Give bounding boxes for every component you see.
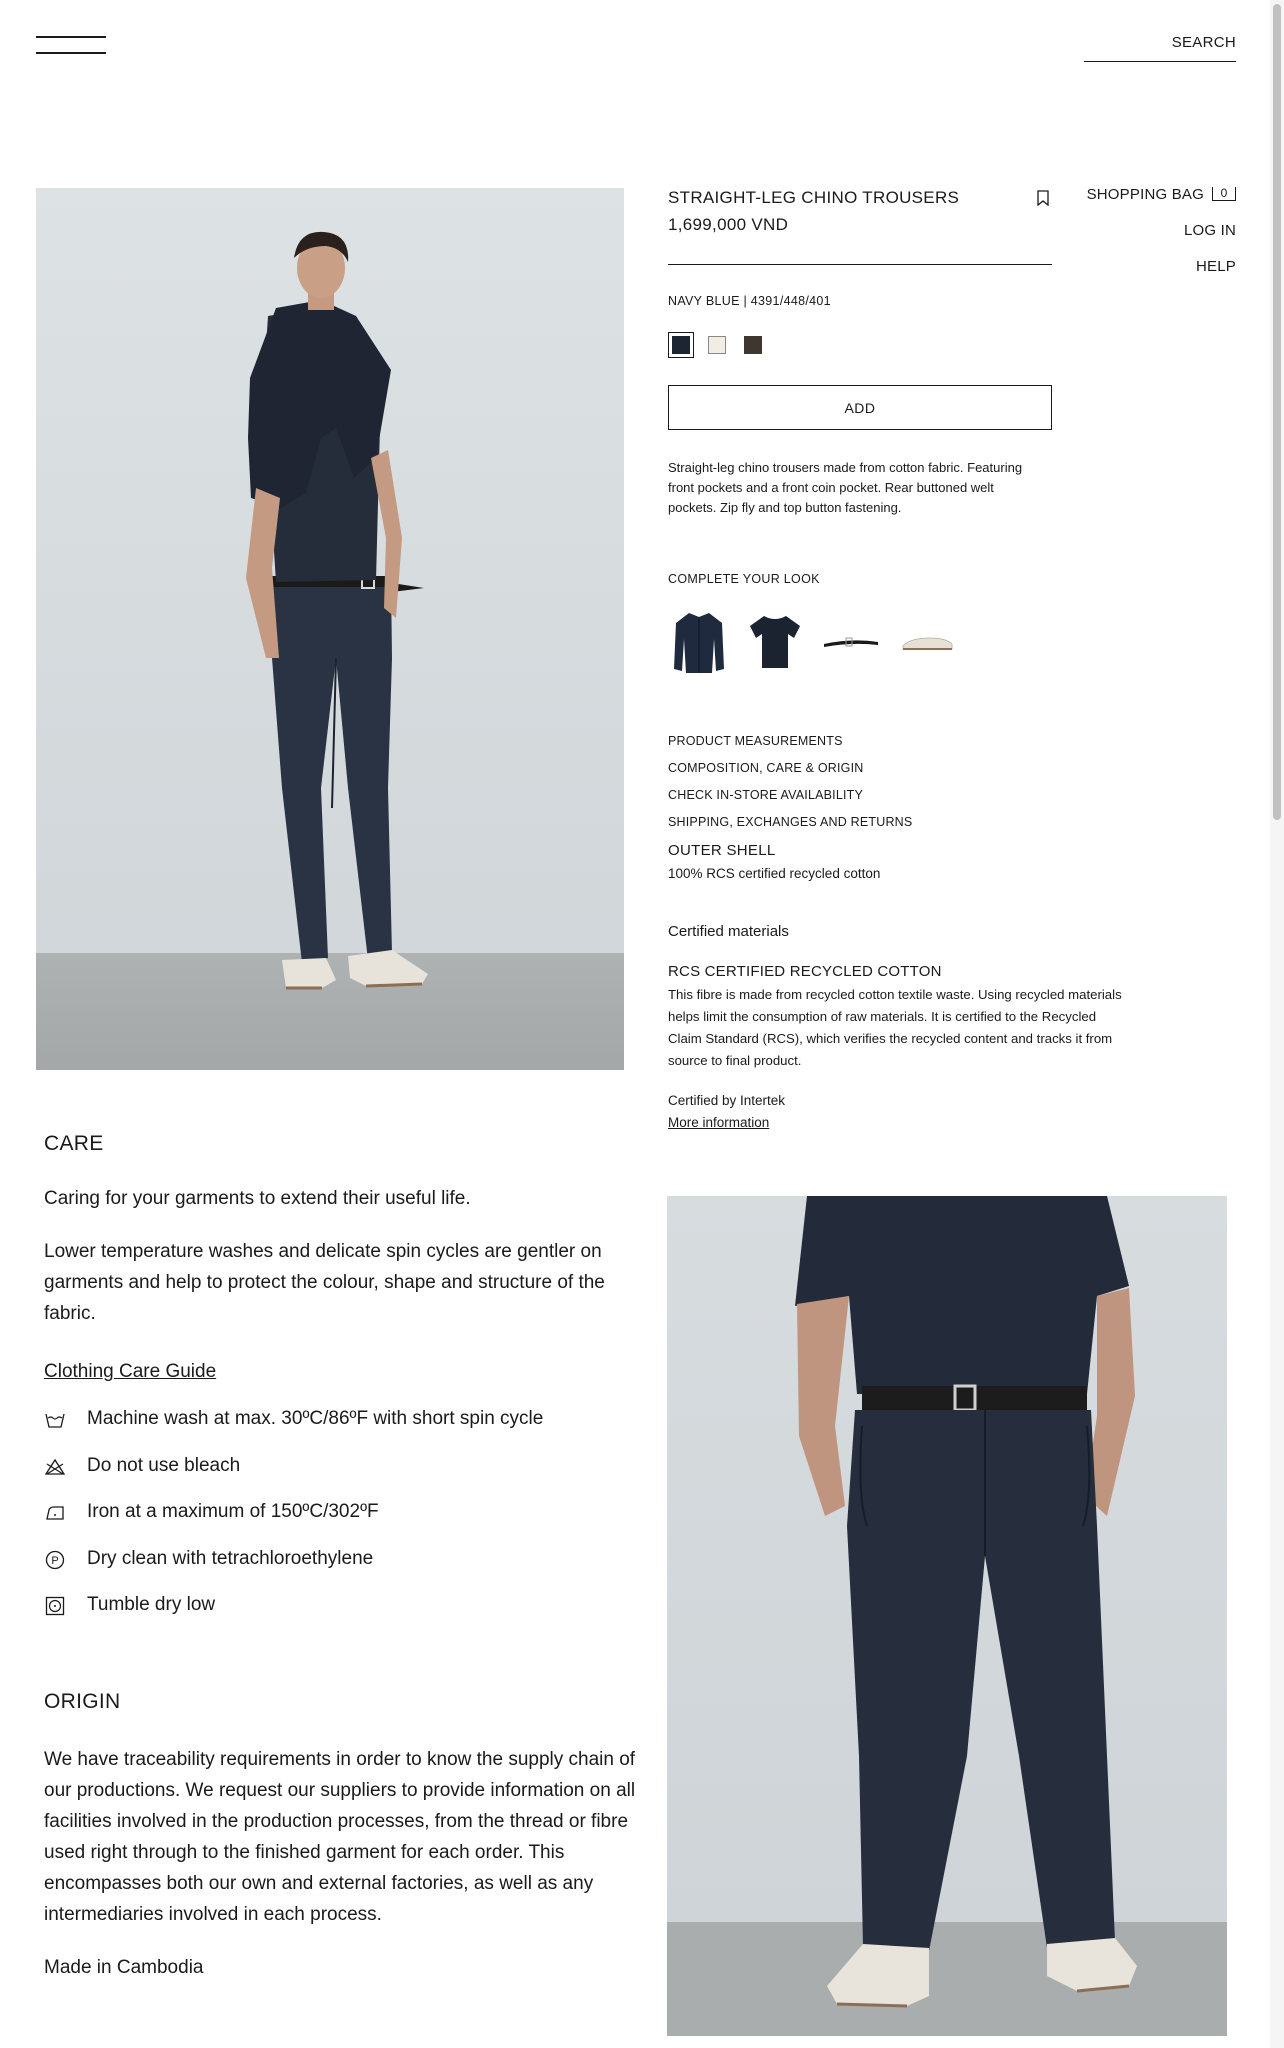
care-item xyxy=(44,1408,543,1455)
care-title: CARE xyxy=(44,1132,104,1155)
product-description: Straight-leg chino trousers made from cotton fabric. Featuring front pockets and a front coin pocket. Rear buttoned welt pockets. Zip fly and top button fastening. xyxy=(668,460,1023,515)
complete-look-title: COMPLETE YOUR LOOK xyxy=(668,572,820,586)
color-swatches xyxy=(668,332,766,358)
swatch-chip-brown xyxy=(744,336,762,354)
certified-materials-title: Certified materials xyxy=(668,923,789,940)
composition-care-origin-link[interactable]: COMPOSITION, CARE & ORIGIN xyxy=(668,761,864,775)
product-price: 1,699,000 VND xyxy=(668,215,789,234)
iron-icon xyxy=(44,1502,66,1524)
shopping-bag-link[interactable] xyxy=(1087,186,1236,222)
swatch-ecru[interactable] xyxy=(704,332,730,358)
outer-shell-value: 100% RCS certified recycled cotton xyxy=(668,866,881,881)
origin-text: We have traceability requirements in order to know the supply chain of our productions. We request our suppliers to provide information on all facilities involved in the production processes, from the thread or fibre used right through to the finished garment for each order. This encompasses both our own and external factories, as well as any intermediaries involved in each process. xyxy=(44,1749,636,1925)
search-input[interactable]: SEARCH xyxy=(1084,28,1236,62)
rcs-description: This fibre is made from recycled cotton textile waste. Using recycled materials helps limit the consumption of raw materials. It is certified to the Recycled Claim Standard (RCS), which verifies the recycled content and tracks it from source to final product. xyxy=(668,987,1122,1068)
care-item xyxy=(44,1548,543,1595)
rcs-title: RCS CERTIFIED RECYCLED COTTON xyxy=(668,963,942,980)
swatch-brown[interactable] xyxy=(740,332,766,358)
care-instructions-list xyxy=(44,1408,543,1641)
clothing-care-guide-link[interactable]: Clothing Care Guide xyxy=(44,1361,217,1382)
care-item-label: Do not use bleach xyxy=(87,1454,241,1476)
no-bleach-icon xyxy=(44,1456,66,1478)
product-title: STRAIGHT-LEG CHINO TROUSERS xyxy=(668,188,960,207)
hamburger-menu-icon[interactable] xyxy=(36,36,106,56)
more-information-link[interactable]: More information xyxy=(668,1115,770,1130)
care-item-label: Dry clean with tetrachloroethylene xyxy=(87,1547,374,1569)
product-image-main[interactable] xyxy=(36,188,624,1070)
add-to-bag-button[interactable]: ADD xyxy=(668,385,1052,430)
care-item-label: Tumble dry low xyxy=(87,1594,216,1615)
scrollbar-thumb[interactable] xyxy=(1273,4,1281,820)
look-item-tshirt[interactable] xyxy=(744,604,806,680)
care-intro: Caring for your garments to extend their useful life. xyxy=(44,1188,471,1209)
wash-tub-icon xyxy=(44,1409,66,1431)
care-item xyxy=(44,1455,543,1502)
certified-by: Certified by Intertek xyxy=(668,1093,786,1108)
login-link[interactable]: LOG IN xyxy=(1183,222,1236,239)
swatch-chip-ecru xyxy=(708,336,726,354)
complete-look-items xyxy=(668,604,958,680)
swatch-chip-navy xyxy=(672,336,690,354)
care-item xyxy=(44,1501,543,1548)
care-text: Lower temperature washes and delicate spin cycles are gentler on garments and help to protect the colour, shape and structure of the fabric. xyxy=(44,1241,605,1324)
product-image-detail[interactable] xyxy=(667,1196,1227,2036)
product-measurements-link[interactable]: PRODUCT MEASUREMENTS xyxy=(668,734,843,748)
product-info-links xyxy=(668,733,912,841)
look-item-shoes[interactable] xyxy=(896,604,958,680)
origin-title: ORIGIN xyxy=(44,1690,121,1713)
shipping-returns-link[interactable]: SHIPPING, EXCHANGES AND RETURNS xyxy=(668,815,913,829)
account-nav xyxy=(1087,186,1236,294)
care-item xyxy=(44,1594,543,1641)
tumble-dry-icon xyxy=(44,1595,66,1617)
care-item-label: Iron at a maximum of 150ºC/302ºF xyxy=(87,1501,379,1522)
help-link[interactable]: HELP xyxy=(1196,258,1236,275)
divider xyxy=(668,264,1052,265)
color-reference: NAVY BLUE | 4391/448/401 xyxy=(668,294,831,308)
swatch-navy[interactable] xyxy=(668,332,694,358)
look-item-belt[interactable] xyxy=(820,604,882,680)
bag-count-badge: 0 xyxy=(1212,187,1236,201)
svg-text:P: P xyxy=(51,1554,59,1567)
check-store-availability-link[interactable]: CHECK IN-STORE AVAILABILITY xyxy=(668,788,864,802)
shopping-bag-label: SHOPPING BAG xyxy=(1086,186,1204,203)
dry-clean-p-icon xyxy=(44,1549,66,1571)
outer-shell-title: OUTER SHELL xyxy=(668,842,776,859)
look-item-shirt[interactable] xyxy=(668,604,730,680)
care-item-label: Machine wash at max. 30ºC/86ºF with short spin cycle xyxy=(87,1408,544,1429)
made-in: Made in Cambodia xyxy=(44,1957,204,1978)
bookmark-icon[interactable] xyxy=(1036,190,1050,206)
